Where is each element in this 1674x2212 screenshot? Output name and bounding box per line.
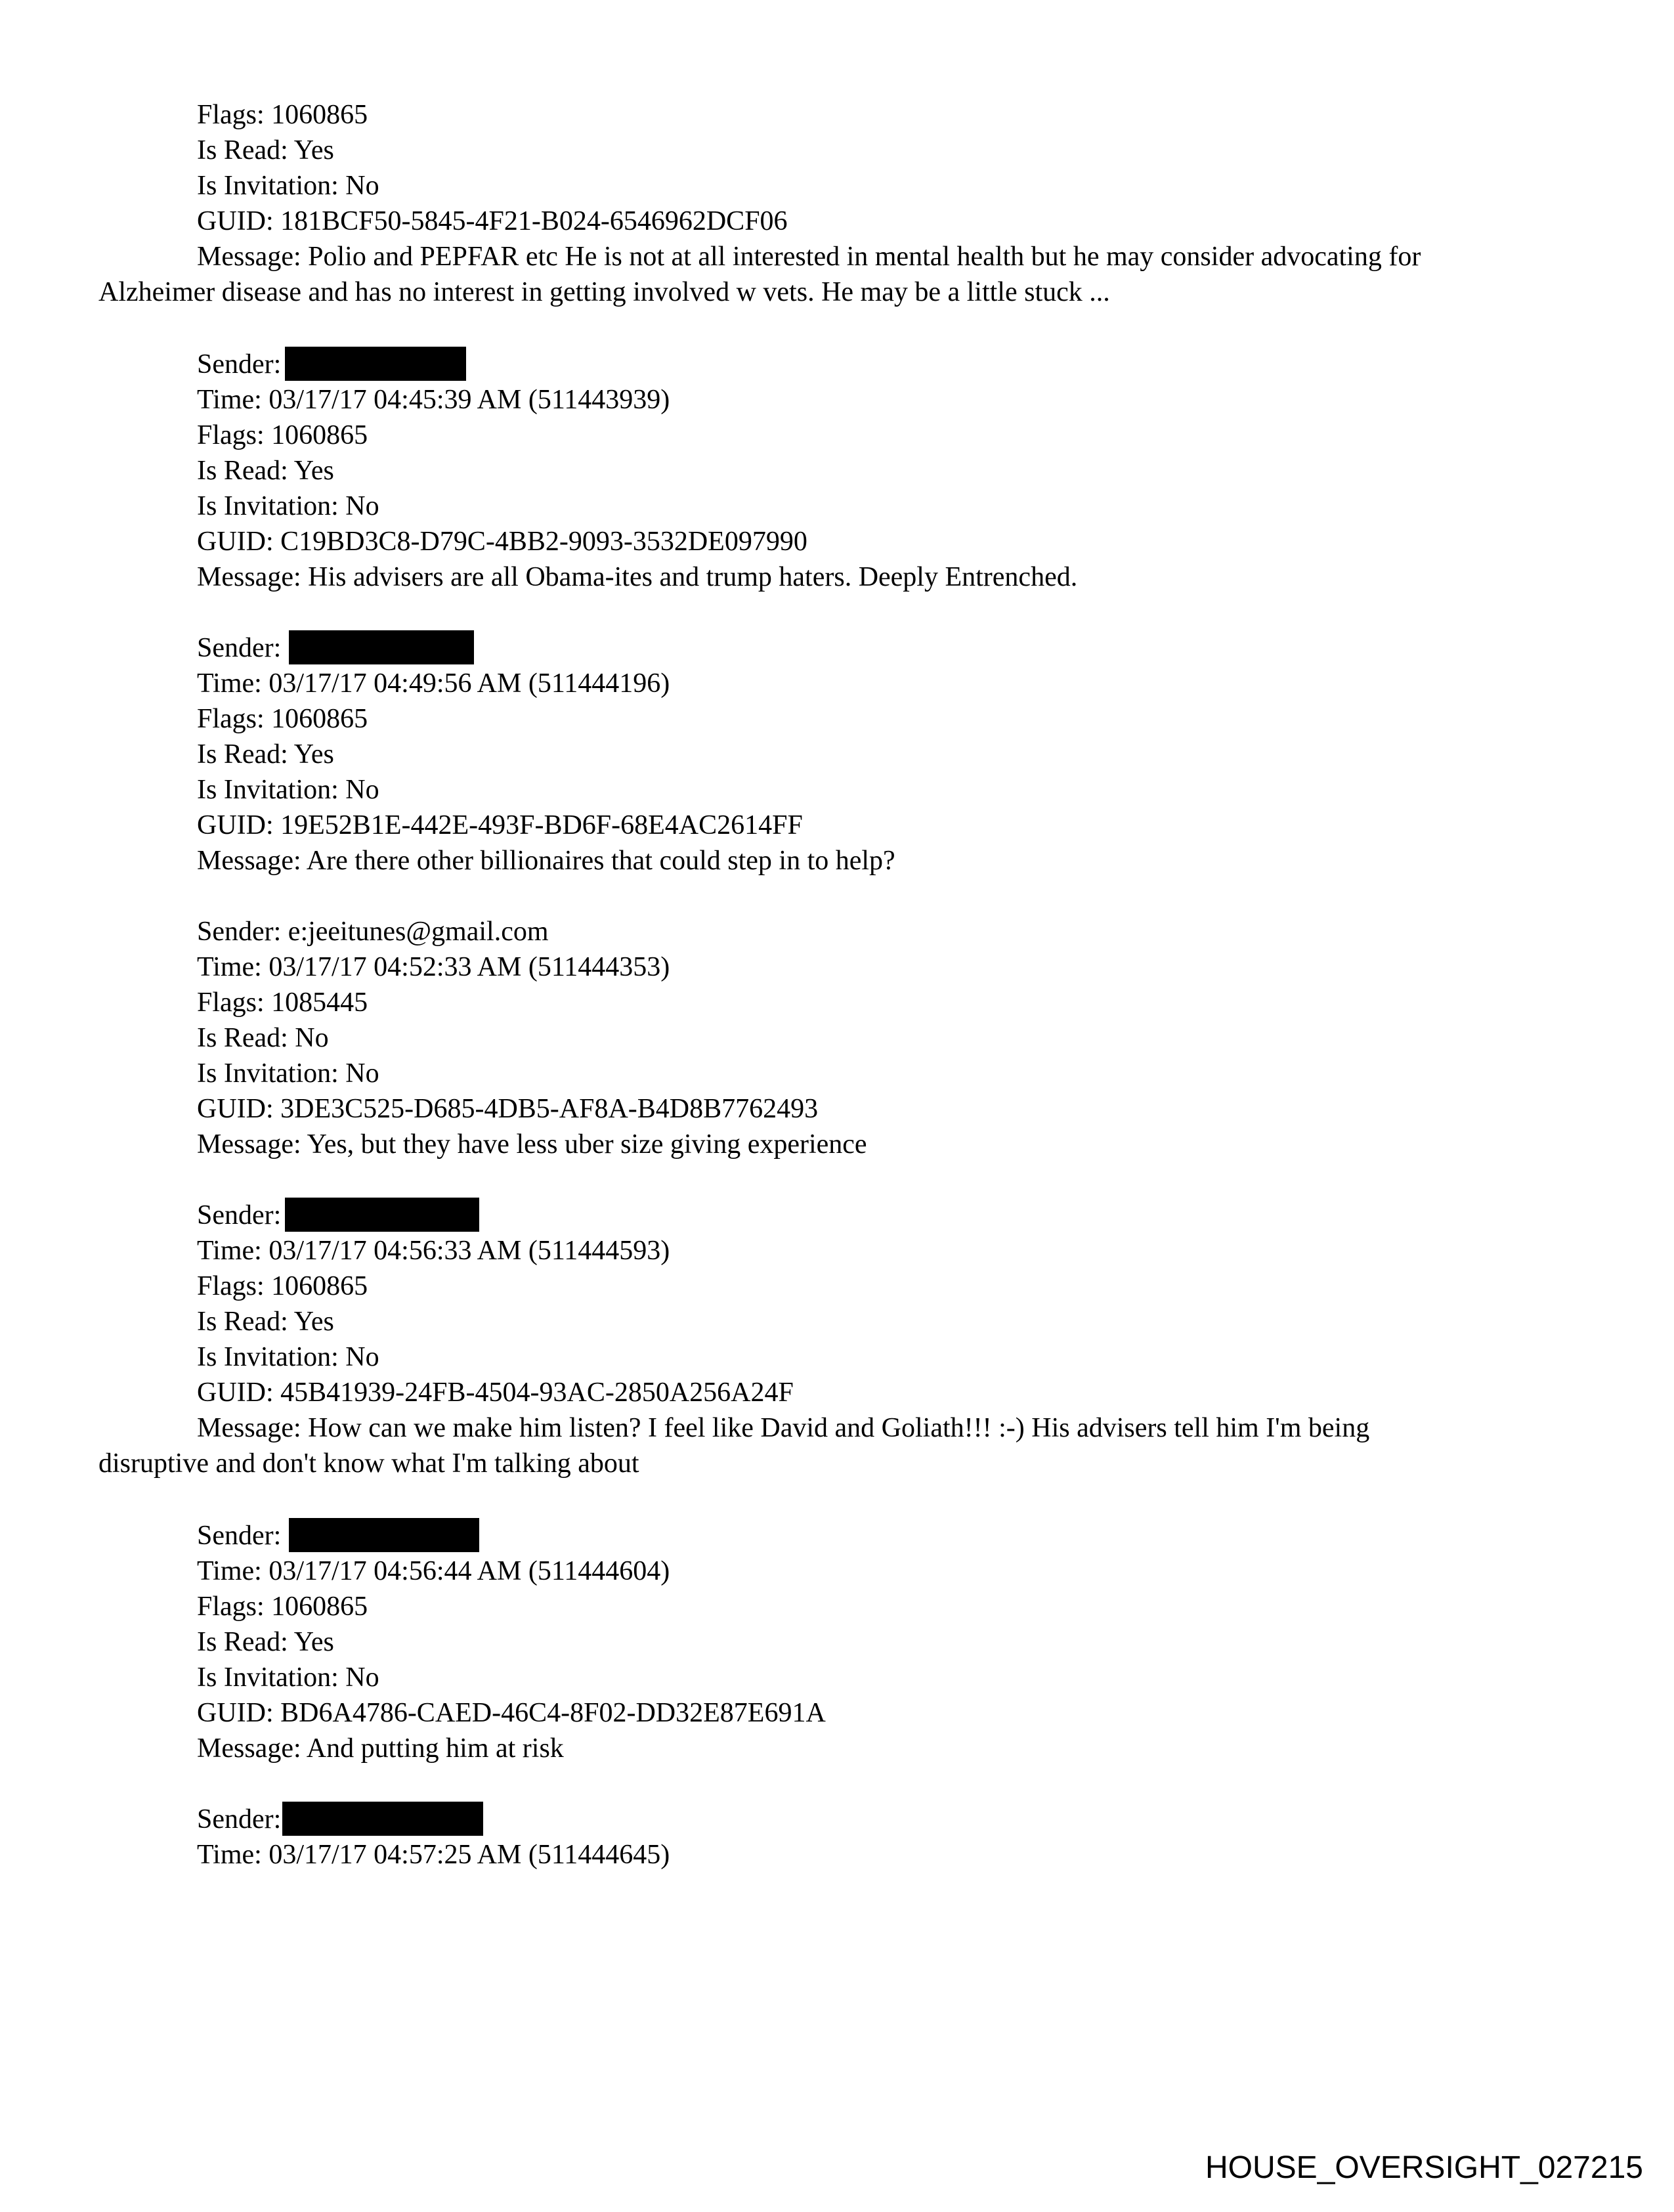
entry-is-read: Is Read: Yes	[197, 1627, 334, 1657]
entry-guid: GUID: 19E52B1E-442E-493F-BD6F-68E4AC2614FF	[197, 810, 803, 840]
entry-time: Time: 03/17/17 04:56:33 AM (511444593)	[197, 1236, 670, 1266]
entry-flags: Flags: 1085445	[197, 987, 368, 1018]
entry-sender	[197, 1198, 479, 1233]
entry-is-invitation: Is Invitation: No	[197, 1662, 379, 1693]
sender-label: Sender:	[197, 1200, 282, 1230]
entry-guid: GUID: 45B41939-24FB-4504-93AC-2850A256A24F	[197, 1377, 794, 1408]
sender-label: Sender:	[197, 633, 282, 663]
entry-is-read: Is Read: Yes	[197, 135, 334, 165]
entry-sender	[197, 630, 474, 666]
entry-is-read: Is Read: Yes	[197, 456, 334, 486]
entry-message: Message: And putting him at risk	[197, 1733, 564, 1764]
entry-message: Message: Yes, but they have less uber size giving experience	[197, 1129, 867, 1160]
entry-flags: Flags: 1060865	[197, 704, 368, 734]
entry-guid: GUID: 181BCF50-5845-4F21-B024-6546962DCF06	[197, 206, 788, 236]
entry-guid: GUID: C19BD3C8-D79C-4BB2-9093-3532DE097990	[197, 527, 807, 557]
entry-sender	[197, 1802, 483, 1837]
redaction-box	[289, 1518, 479, 1552]
entry-time: Time: 03/17/17 04:52:33 AM (511444353)	[197, 952, 670, 982]
entry-is-read: Is Read: No	[197, 1023, 329, 1053]
entry-is-invitation: Is Invitation: No	[197, 775, 379, 805]
redaction-box	[282, 1802, 483, 1836]
bates-footer: HOUSE_OVERSIGHT_027215	[1205, 2150, 1643, 2185]
entry-flags: Flags: 1060865	[197, 100, 368, 130]
redaction-box	[285, 1198, 479, 1232]
entry-is-invitation: Is Invitation: No	[197, 171, 379, 201]
sender-label: Sender:	[197, 1804, 282, 1834]
entry-is-read: Is Read: Yes	[197, 739, 334, 770]
entry-flags: Flags: 1060865	[197, 1271, 368, 1301]
entry-message-continued: Alzheimer disease and has no interest in getting involved w vets. He may be a little stuck ...	[98, 277, 1110, 307]
entry-sender: Sender: e:jeeitunes@gmail.com	[197, 917, 549, 947]
entry-is-invitation: Is Invitation: No	[197, 491, 379, 521]
entry-time: Time: 03/17/17 04:56:44 AM (511444604)	[197, 1556, 670, 1586]
redaction-box	[285, 347, 466, 381]
entry-message-continued: disruptive and don't know what I'm talking about	[98, 1448, 639, 1479]
entry-flags: Flags: 1060865	[197, 1592, 368, 1622]
sender-label: Sender:	[197, 1521, 282, 1551]
entry-flags: Flags: 1060865	[197, 420, 368, 450]
entry-time: Time: 03/17/17 04:49:56 AM (511444196)	[197, 668, 670, 699]
entry-time: Time: 03/17/17 04:57:25 AM (511444645)	[197, 1840, 670, 1870]
entry-message: Message: Polio and PEPFAR etc He is not at all interested in mental health but he may consider advocating for	[197, 242, 1421, 272]
sender-label: Sender:	[197, 349, 282, 380]
entry-message: Message: Are there other billionaires that could step in to help?	[197, 846, 895, 876]
entry-is-read: Is Read: Yes	[197, 1307, 334, 1337]
entry-message: Message: How can we make him listen? I feel like David and Goliath!!! :-) His advisers tell him I'm being	[197, 1413, 1370, 1443]
entry-sender	[197, 347, 466, 382]
entry-sender	[197, 1518, 479, 1553]
entry-message: Message: His advisers are all Obama-ites and trump haters. Deeply Entrenched.	[197, 562, 1078, 592]
redaction-box	[289, 630, 474, 664]
entry-is-invitation: Is Invitation: No	[197, 1342, 379, 1372]
entry-is-invitation: Is Invitation: No	[197, 1058, 379, 1089]
entry-guid: GUID: 3DE3C525-D685-4DB5-AF8A-B4D8B7762493	[197, 1094, 819, 1124]
entry-time: Time: 03/17/17 04:45:39 AM (511443939)	[197, 385, 670, 415]
entry-guid: GUID: BD6A4786-CAED-46C4-8F02-DD32E87E691A	[197, 1698, 826, 1728]
